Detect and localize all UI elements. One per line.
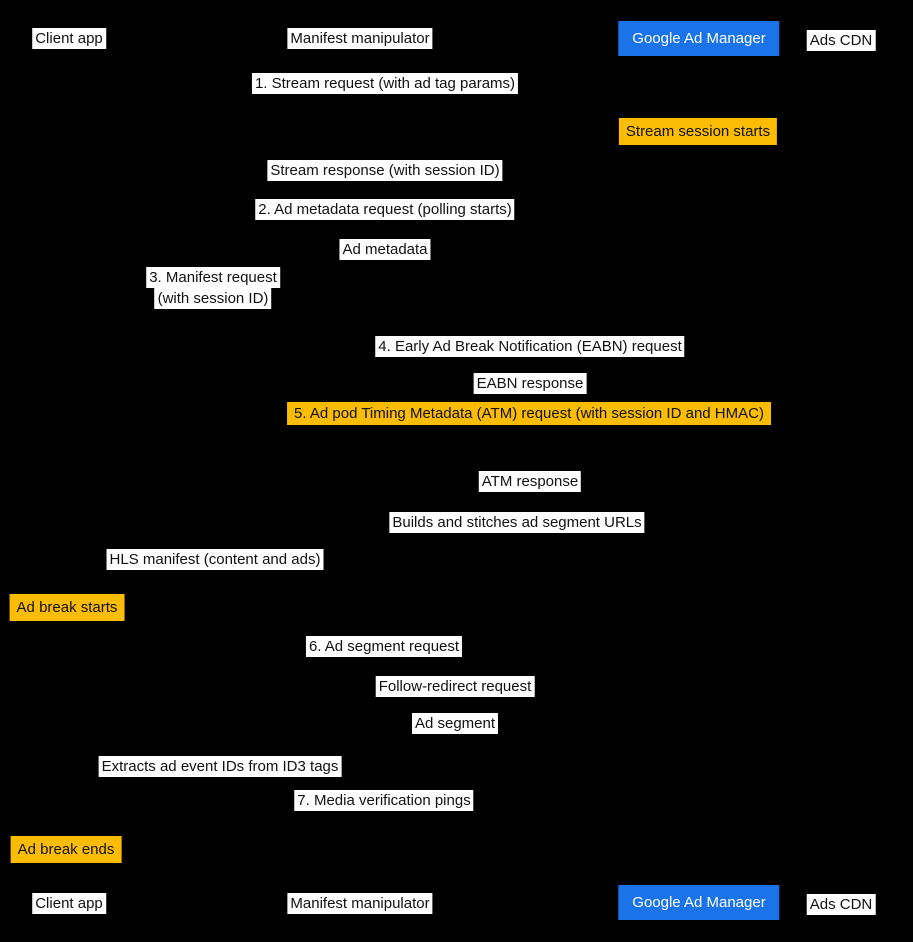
message-stream-request: 1. Stream request (with ad tag params)	[252, 73, 518, 94]
note-ad-break-ends: Ad break ends	[11, 836, 122, 863]
message-atm-response: ATM response	[479, 471, 581, 492]
message-eabn-request: 4. Early Ad Break Notification (EABN) request	[375, 336, 684, 357]
message-manifest-request: 3. Manifest request (with session ID)	[146, 267, 280, 309]
message-ad-metadata-request: 2. Ad metadata request (polling starts)	[255, 199, 514, 220]
message-eabn-response: EABN response	[474, 373, 587, 394]
message-stream-response: Stream response (with session ID)	[267, 160, 502, 181]
actor-google-ad-manager-top: Google Ad Manager	[618, 21, 779, 56]
actor-google-ad-manager-bottom: Google Ad Manager	[618, 885, 779, 920]
actor-ads-cdn-bottom: Ads CDN	[807, 894, 876, 915]
actor-client-app-top: Client app	[32, 28, 106, 49]
message-hls-manifest: HLS manifest (content and ads)	[107, 549, 324, 570]
message-builds-stitches: Builds and stitches ad segment URLs	[389, 512, 644, 533]
actor-ads-cdn-top: Ads CDN	[807, 30, 876, 51]
message-ad-segment-request: 6. Ad segment request	[306, 636, 462, 657]
message-ad-metadata: Ad metadata	[339, 239, 430, 260]
note-ad-break-starts: Ad break starts	[10, 594, 125, 621]
message-ad-segment: Ad segment	[412, 713, 498, 734]
actor-manifest-manipulator-top: Manifest manipulator	[287, 28, 432, 49]
message-follow-redirect-request: Follow-redirect request	[376, 676, 535, 697]
actor-client-app-bottom: Client app	[32, 893, 106, 914]
note-atm-request: 5. Ad pod Timing Metadata (ATM) request (with session ID and HMAC)	[287, 402, 771, 425]
actor-manifest-manipulator-bottom: Manifest manipulator	[287, 893, 432, 914]
message-media-verification-pings: 7. Media verification pings	[294, 790, 473, 811]
note-stream-session-starts: Stream session starts	[619, 118, 777, 145]
message-extracts-id3: Extracts ad event IDs from ID3 tags	[99, 756, 342, 777]
